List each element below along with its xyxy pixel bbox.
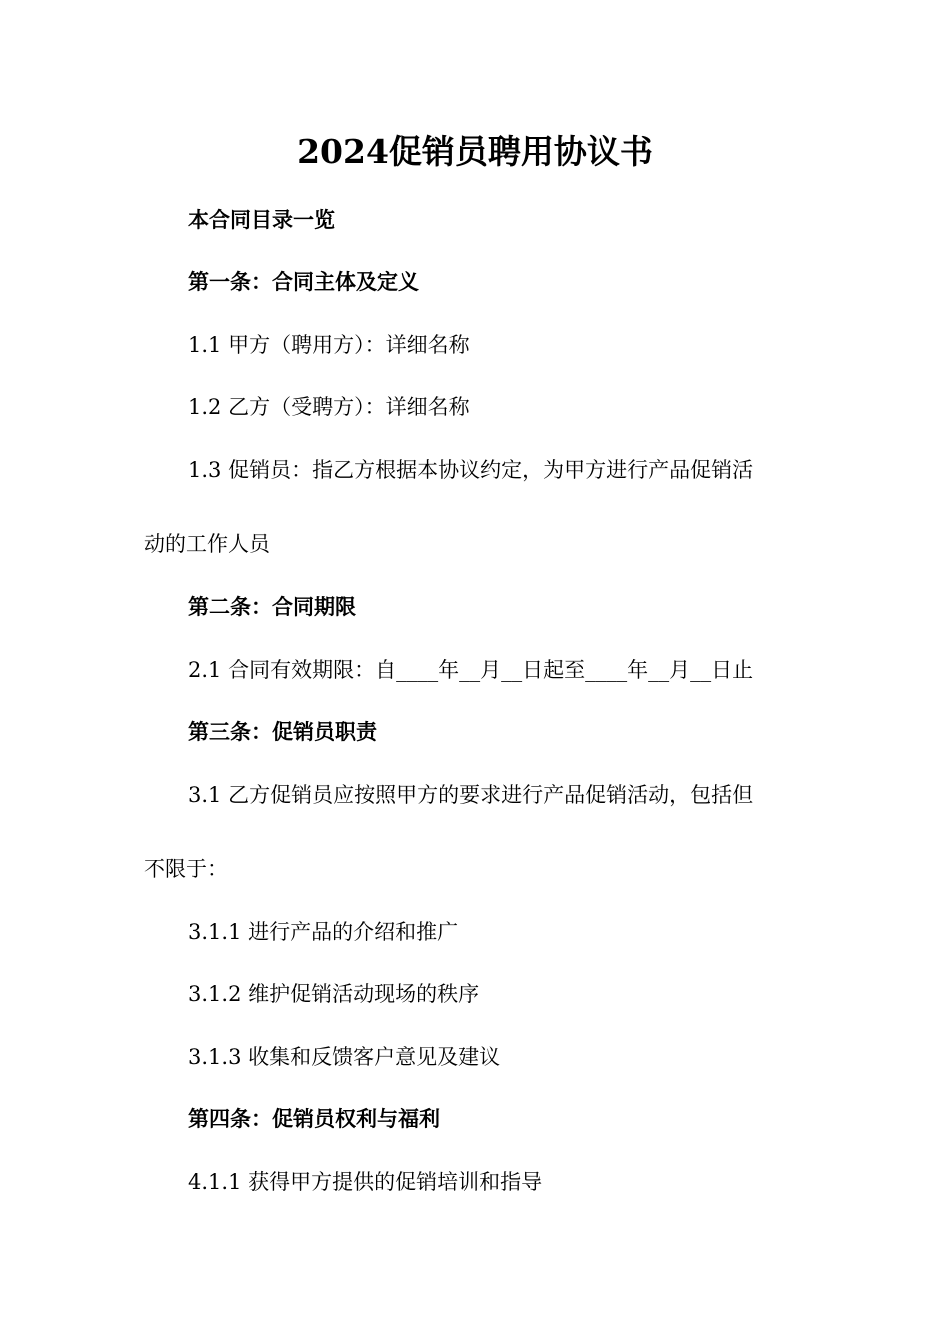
article-3-heading: 第三条：促销员职责 <box>188 720 377 744</box>
toc-heading: 本合同目录一览 <box>188 208 335 232</box>
article-2-heading: 第二条：合同期限 <box>188 595 356 619</box>
clause-3-1: 3.1 乙方促销员应按照甲方的要求进行产品促销活动，包括但 <box>188 783 754 807</box>
clause-3-1-2: 3.1.2 维护促销活动现场的秩序 <box>188 982 480 1006</box>
document-title: 2024促销员聘用协议书 <box>297 132 653 171</box>
clause-3-1-1: 3.1.1 进行产品的介绍和推广 <box>188 920 459 944</box>
clause-1-3-continued: 动的工作人员 <box>144 532 270 556</box>
clause-3-1-continued: 不限于： <box>144 857 228 881</box>
clause-3-1-3: 3.1.3 收集和反馈客户意见及建议 <box>188 1045 501 1069</box>
clause-1-1: 1.1 甲方（聘用方）：详细名称 <box>188 333 470 357</box>
article-1-heading: 第一条：合同主体及定义 <box>188 270 419 294</box>
clause-2-1: 2.1 合同有效期限：自____年__月__日起至____年__月__日止 <box>188 658 754 682</box>
clause-1-3: 1.3 促销员：指乙方根据本协议约定，为甲方进行产品促销活 <box>188 458 754 482</box>
article-4-heading: 第四条：促销员权利与福利 <box>188 1107 440 1131</box>
clause-1-2: 1.2 乙方（受聘方）：详细名称 <box>188 395 470 419</box>
clause-4-1-1: 4.1.1 获得甲方提供的促销培训和指导 <box>188 1170 543 1194</box>
